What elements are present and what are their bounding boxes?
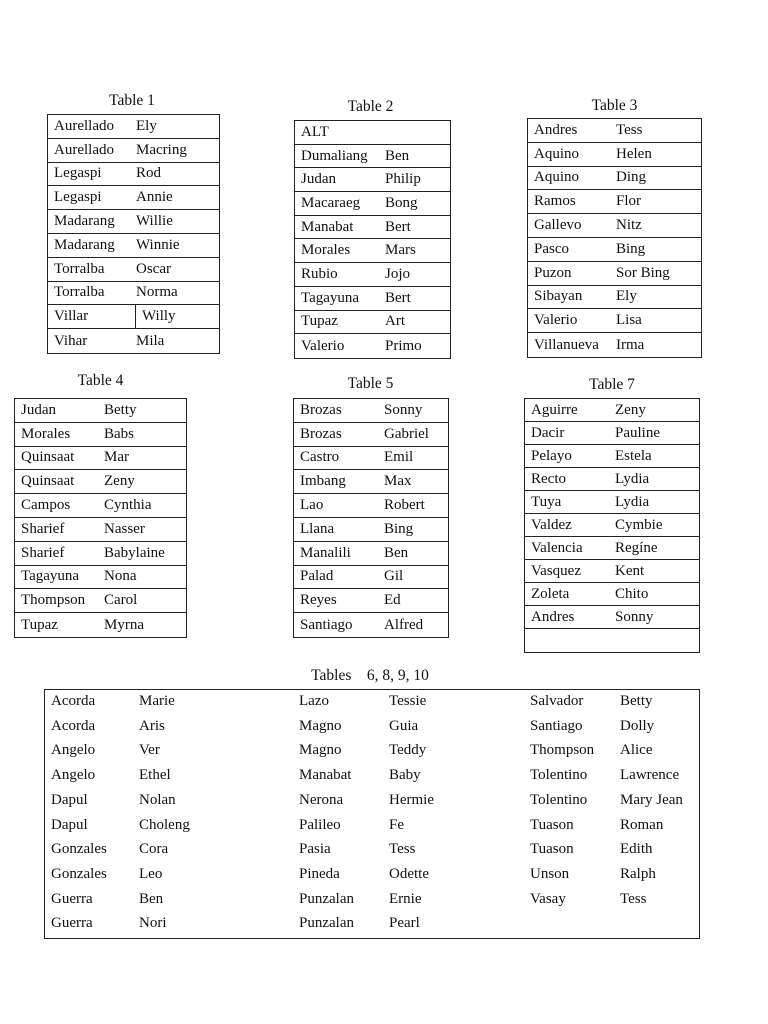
first-name: Betty	[620, 693, 653, 709]
last-name: Valdez	[531, 516, 572, 533]
first-name: Ely	[616, 288, 637, 305]
last-name: Pasco	[534, 240, 569, 257]
table-row	[15, 589, 186, 613]
last-name: Punzalan	[299, 890, 354, 907]
first-name: Baby	[389, 767, 421, 784]
name-table	[524, 398, 700, 653]
first-name: Alfred	[384, 616, 424, 633]
first-name: Ding	[616, 169, 646, 186]
table-row	[525, 606, 699, 629]
first-name: Ben	[139, 890, 164, 907]
table-row	[295, 263, 450, 287]
table-row	[15, 423, 186, 447]
first-name: Chito	[615, 585, 649, 602]
first-name: Sor Bing	[616, 264, 670, 281]
table-row	[295, 239, 450, 263]
last-name: Dapul	[51, 816, 88, 833]
first-name: Willy	[142, 308, 176, 325]
name-table	[294, 120, 451, 359]
last-name: Morales	[301, 242, 351, 259]
last-name: Legaspi	[54, 189, 102, 206]
table-caption: Table 2	[347, 98, 394, 115]
last-name: Villar	[48, 305, 136, 328]
last-name: Legaspi	[54, 165, 102, 182]
last-name: Aquino	[534, 145, 579, 162]
last-name: Quinsaat	[21, 473, 75, 490]
table-row	[525, 491, 699, 514]
last-name: Santiago	[530, 717, 583, 734]
last-name: Tuya	[531, 493, 562, 510]
first-name: Fe	[389, 816, 404, 833]
last-name: Puzon	[534, 264, 572, 281]
table-row	[528, 119, 701, 143]
name-table	[527, 118, 702, 358]
last-name: Macaraeg	[301, 194, 361, 211]
first-name: Sonny	[384, 401, 423, 418]
table-row	[528, 143, 701, 167]
first-name: Tessie	[389, 693, 427, 709]
first-name: Ben	[384, 544, 409, 561]
last-name: Gallevo	[534, 217, 582, 234]
first-name: Emil	[384, 449, 414, 466]
first-name: Max	[384, 473, 412, 490]
last-name: Dacir	[531, 424, 565, 441]
last-name: Rubio	[301, 265, 338, 282]
last-name: Guerra	[51, 915, 93, 932]
table-row	[528, 333, 701, 357]
first-name: Aris	[139, 717, 165, 734]
last-name: Magno	[299, 717, 342, 734]
last-name: Thompson	[530, 742, 595, 759]
last-name: Recto	[531, 470, 566, 487]
first-name: Art	[385, 313, 405, 330]
first-name: Oscar	[136, 260, 171, 277]
first-name: Leo	[139, 865, 163, 882]
last-name: Palileo	[299, 816, 341, 833]
table-row	[525, 514, 699, 537]
first-name: Gil	[384, 568, 404, 585]
table-row	[48, 234, 219, 258]
table-row	[294, 566, 448, 590]
table-row	[295, 121, 450, 145]
table-row	[528, 309, 701, 333]
last-name: Magno	[299, 742, 342, 759]
first-name: Ethel	[139, 767, 171, 784]
table-row	[48, 329, 219, 353]
last-name: Angelo	[51, 742, 96, 759]
first-name: Robert	[384, 497, 425, 514]
last-name: Pineda	[299, 865, 340, 882]
first-name: Bert	[385, 289, 411, 306]
last-name: Brozas	[300, 425, 342, 442]
last-name: Campos	[21, 497, 71, 514]
table-caption: Table 4	[77, 372, 124, 389]
last-name: Andres	[534, 121, 578, 138]
first-name: Zeny	[615, 401, 646, 418]
last-name: Pelayo	[531, 447, 572, 464]
table-row	[15, 566, 186, 590]
last-name: Tupaz	[21, 616, 58, 633]
first-name: Macring	[136, 141, 187, 158]
table-row	[525, 583, 699, 606]
table-row	[528, 262, 701, 286]
table-row	[48, 163, 219, 187]
last-name: Sibayan	[534, 288, 583, 305]
last-name: Acorda	[51, 693, 96, 709]
first-name: Tess	[620, 890, 647, 907]
last-name: ALT	[301, 123, 329, 140]
first-name: Norma	[136, 284, 178, 301]
table-row	[15, 542, 186, 566]
last-name: Punzalan	[299, 915, 354, 932]
first-name: Winnie	[136, 236, 180, 253]
first-name: Mar	[104, 449, 129, 466]
first-name: Choleng	[139, 816, 190, 833]
last-name: Manabat	[301, 218, 354, 235]
first-name: Lawrence	[620, 767, 680, 784]
first-name: Gabriel	[384, 425, 429, 442]
first-name: Ed	[384, 592, 401, 609]
last-name: Villanueva	[534, 336, 599, 353]
table-row	[528, 214, 701, 238]
last-name: Castro	[300, 449, 340, 466]
table-row	[15, 518, 186, 542]
first-name: Guia	[389, 717, 419, 734]
last-name: Valencia	[531, 539, 583, 556]
table-row	[295, 311, 450, 335]
first-name: Nolan	[139, 791, 176, 808]
table-row	[15, 447, 186, 471]
first-name: Bong	[385, 194, 418, 211]
last-name: Manalili	[300, 544, 351, 561]
first-name: Pauline	[615, 424, 660, 441]
first-name: Cora	[139, 841, 169, 858]
first-name: Ben	[385, 147, 410, 164]
last-name: Tolentino	[530, 767, 588, 784]
last-name: Sharief	[21, 544, 65, 561]
last-name: Torralba	[54, 260, 105, 277]
last-name: Madarang	[54, 213, 115, 230]
last-name: Vasay	[530, 890, 566, 907]
last-name: Guerra	[51, 890, 93, 907]
last-name: Salvador	[530, 693, 584, 709]
last-name: Andres	[531, 608, 575, 625]
table-row	[525, 468, 699, 491]
last-name: Valerio	[534, 312, 578, 329]
last-name: Vihar	[54, 332, 88, 349]
last-name: Tagayuna	[301, 289, 360, 306]
first-name: Ely	[136, 117, 157, 134]
last-name: Gonzales	[51, 865, 107, 882]
first-name: Ralph	[620, 865, 656, 882]
last-name: Imbang	[300, 473, 346, 490]
first-name: Babs	[104, 425, 134, 442]
table-row	[48, 282, 219, 306]
first-name: Pearl	[389, 915, 420, 932]
last-name: Nerona	[299, 791, 344, 808]
first-name: Nitz	[616, 217, 642, 234]
first-name: Cynthia	[104, 497, 152, 514]
first-name: Myrna	[104, 616, 144, 633]
table-row	[294, 399, 448, 423]
last-name: Santiago	[300, 616, 353, 633]
last-name: Acorda	[51, 717, 96, 734]
last-name: Ramos	[534, 193, 576, 210]
first-name: Carol	[104, 592, 138, 609]
first-name: Annie	[136, 189, 173, 206]
first-name: Odette	[389, 865, 429, 882]
last-name: Pasia	[299, 841, 331, 858]
table-row	[525, 629, 699, 652]
table-row	[15, 613, 186, 637]
last-name: Thompson	[21, 592, 86, 609]
table-row	[295, 287, 450, 311]
table-row	[528, 190, 701, 214]
first-name: Helen	[616, 145, 652, 162]
table-row	[48, 305, 219, 329]
last-name: Dapul	[51, 791, 88, 808]
combined-name-table	[44, 689, 700, 939]
table-row	[48, 258, 219, 282]
first-name: Ernie	[389, 890, 422, 907]
last-name: Dumaliang	[301, 147, 368, 164]
first-name: Kent	[615, 562, 645, 579]
table-row	[295, 216, 450, 240]
first-name: Betty	[104, 401, 137, 418]
first-name: Nona	[104, 568, 137, 585]
table-row	[294, 447, 448, 471]
first-name: Mars	[385, 242, 416, 259]
last-name: Brozas	[300, 401, 342, 418]
first-name: Teddy	[389, 742, 427, 759]
last-name: Morales	[21, 425, 71, 442]
last-name: Vasquez	[531, 562, 581, 579]
table-row	[294, 470, 448, 494]
last-name: Manabat	[299, 767, 352, 784]
first-name: Edith	[620, 841, 653, 858]
table-row	[528, 167, 701, 191]
first-name: Cymbie	[615, 516, 663, 533]
last-name: Tuason	[530, 841, 574, 858]
last-name: Zoleta	[531, 585, 570, 602]
first-name: Bert	[385, 218, 411, 235]
table-caption: Table 7	[589, 376, 635, 393]
table-row	[525, 445, 699, 468]
last-name: Valerio	[301, 337, 345, 354]
last-name: Tupaz	[301, 313, 338, 330]
first-name: Nori	[139, 915, 167, 932]
last-name: Judan	[21, 401, 56, 418]
table-row	[294, 613, 448, 637]
first-name: Regíne	[615, 539, 658, 556]
first-name: Primo	[385, 337, 422, 354]
name-table	[47, 114, 220, 354]
first-name: Lisa	[616, 312, 642, 329]
table-row	[15, 470, 186, 494]
last-name: Aurellado	[54, 117, 114, 134]
first-name: Irma	[616, 336, 645, 353]
last-name: Quinsaat	[21, 449, 75, 466]
first-name: Tess	[616, 121, 643, 138]
table-row	[294, 494, 448, 518]
first-name: Babylaine	[104, 544, 165, 561]
first-name: Tess	[389, 841, 416, 858]
table-row	[294, 589, 448, 613]
table-row	[525, 537, 699, 560]
first-name: Bing	[384, 520, 414, 537]
last-name: Aquino	[534, 169, 579, 186]
first-name: Roman	[620, 816, 664, 833]
name-table	[14, 398, 187, 638]
first-name: Lydia	[615, 470, 650, 487]
table-row	[295, 334, 450, 358]
first-name: Lydia	[615, 493, 650, 510]
table-caption: Table 1	[109, 92, 155, 109]
last-name: Tagayuna	[21, 568, 80, 585]
first-name: Bing	[616, 240, 646, 257]
name-table	[293, 398, 449, 638]
first-name: Dolly	[620, 717, 655, 734]
table-row	[295, 145, 450, 169]
table-row	[295, 168, 450, 192]
first-name: Nasser	[104, 520, 145, 537]
table-row	[48, 210, 219, 234]
first-name: Rod	[136, 165, 162, 182]
last-name: Unson	[530, 865, 570, 882]
first-name: Flor	[616, 193, 642, 210]
table-row	[48, 139, 219, 163]
table-row	[528, 286, 701, 310]
last-name: Judan	[301, 171, 336, 188]
table-row	[294, 542, 448, 566]
first-name: Willie	[136, 213, 173, 230]
last-name: Angelo	[51, 767, 96, 784]
table-row	[525, 560, 699, 583]
first-name: Hermie	[389, 791, 434, 808]
table-row	[15, 399, 186, 423]
first-name: Mary Jean	[620, 791, 683, 808]
table-row	[294, 518, 448, 542]
first-name: Mila	[136, 332, 165, 349]
first-name: Ver	[139, 742, 160, 759]
last-name: Tuason	[530, 816, 574, 833]
first-name: Alice	[620, 742, 653, 759]
first-name: Zeny	[104, 473, 135, 490]
last-name: Gonzales	[51, 841, 107, 858]
last-name: Llana	[300, 520, 335, 537]
table-row	[48, 115, 219, 139]
first-name: Philip	[385, 171, 421, 188]
first-name: Estela	[615, 447, 652, 464]
combined-table-caption: Tables 6, 8, 9, 10	[311, 667, 429, 684]
first-name: Jojo	[385, 265, 411, 282]
last-name: Tolentino	[530, 791, 588, 808]
table-caption: Table 5	[347, 375, 394, 392]
table-row	[294, 423, 448, 447]
last-name: Aurellado	[54, 141, 114, 158]
last-name: Lazo	[299, 693, 329, 709]
last-name: Lao	[300, 497, 324, 514]
table-row	[48, 186, 219, 210]
first-name: Sonny	[615, 608, 654, 625]
table-row	[525, 422, 699, 445]
last-name: Sharief	[21, 520, 65, 537]
table-row	[15, 494, 186, 518]
table-row	[525, 399, 699, 422]
first-name: Marie	[139, 693, 175, 709]
last-name: Madarang	[54, 236, 115, 253]
table-caption: Table 3	[591, 97, 638, 114]
table-row	[295, 192, 450, 216]
last-name: Palad	[300, 568, 334, 585]
table-row	[528, 238, 701, 262]
last-name: Aguirre	[531, 401, 578, 418]
last-name: Torralba	[54, 284, 105, 301]
last-name: Reyes	[300, 592, 337, 609]
